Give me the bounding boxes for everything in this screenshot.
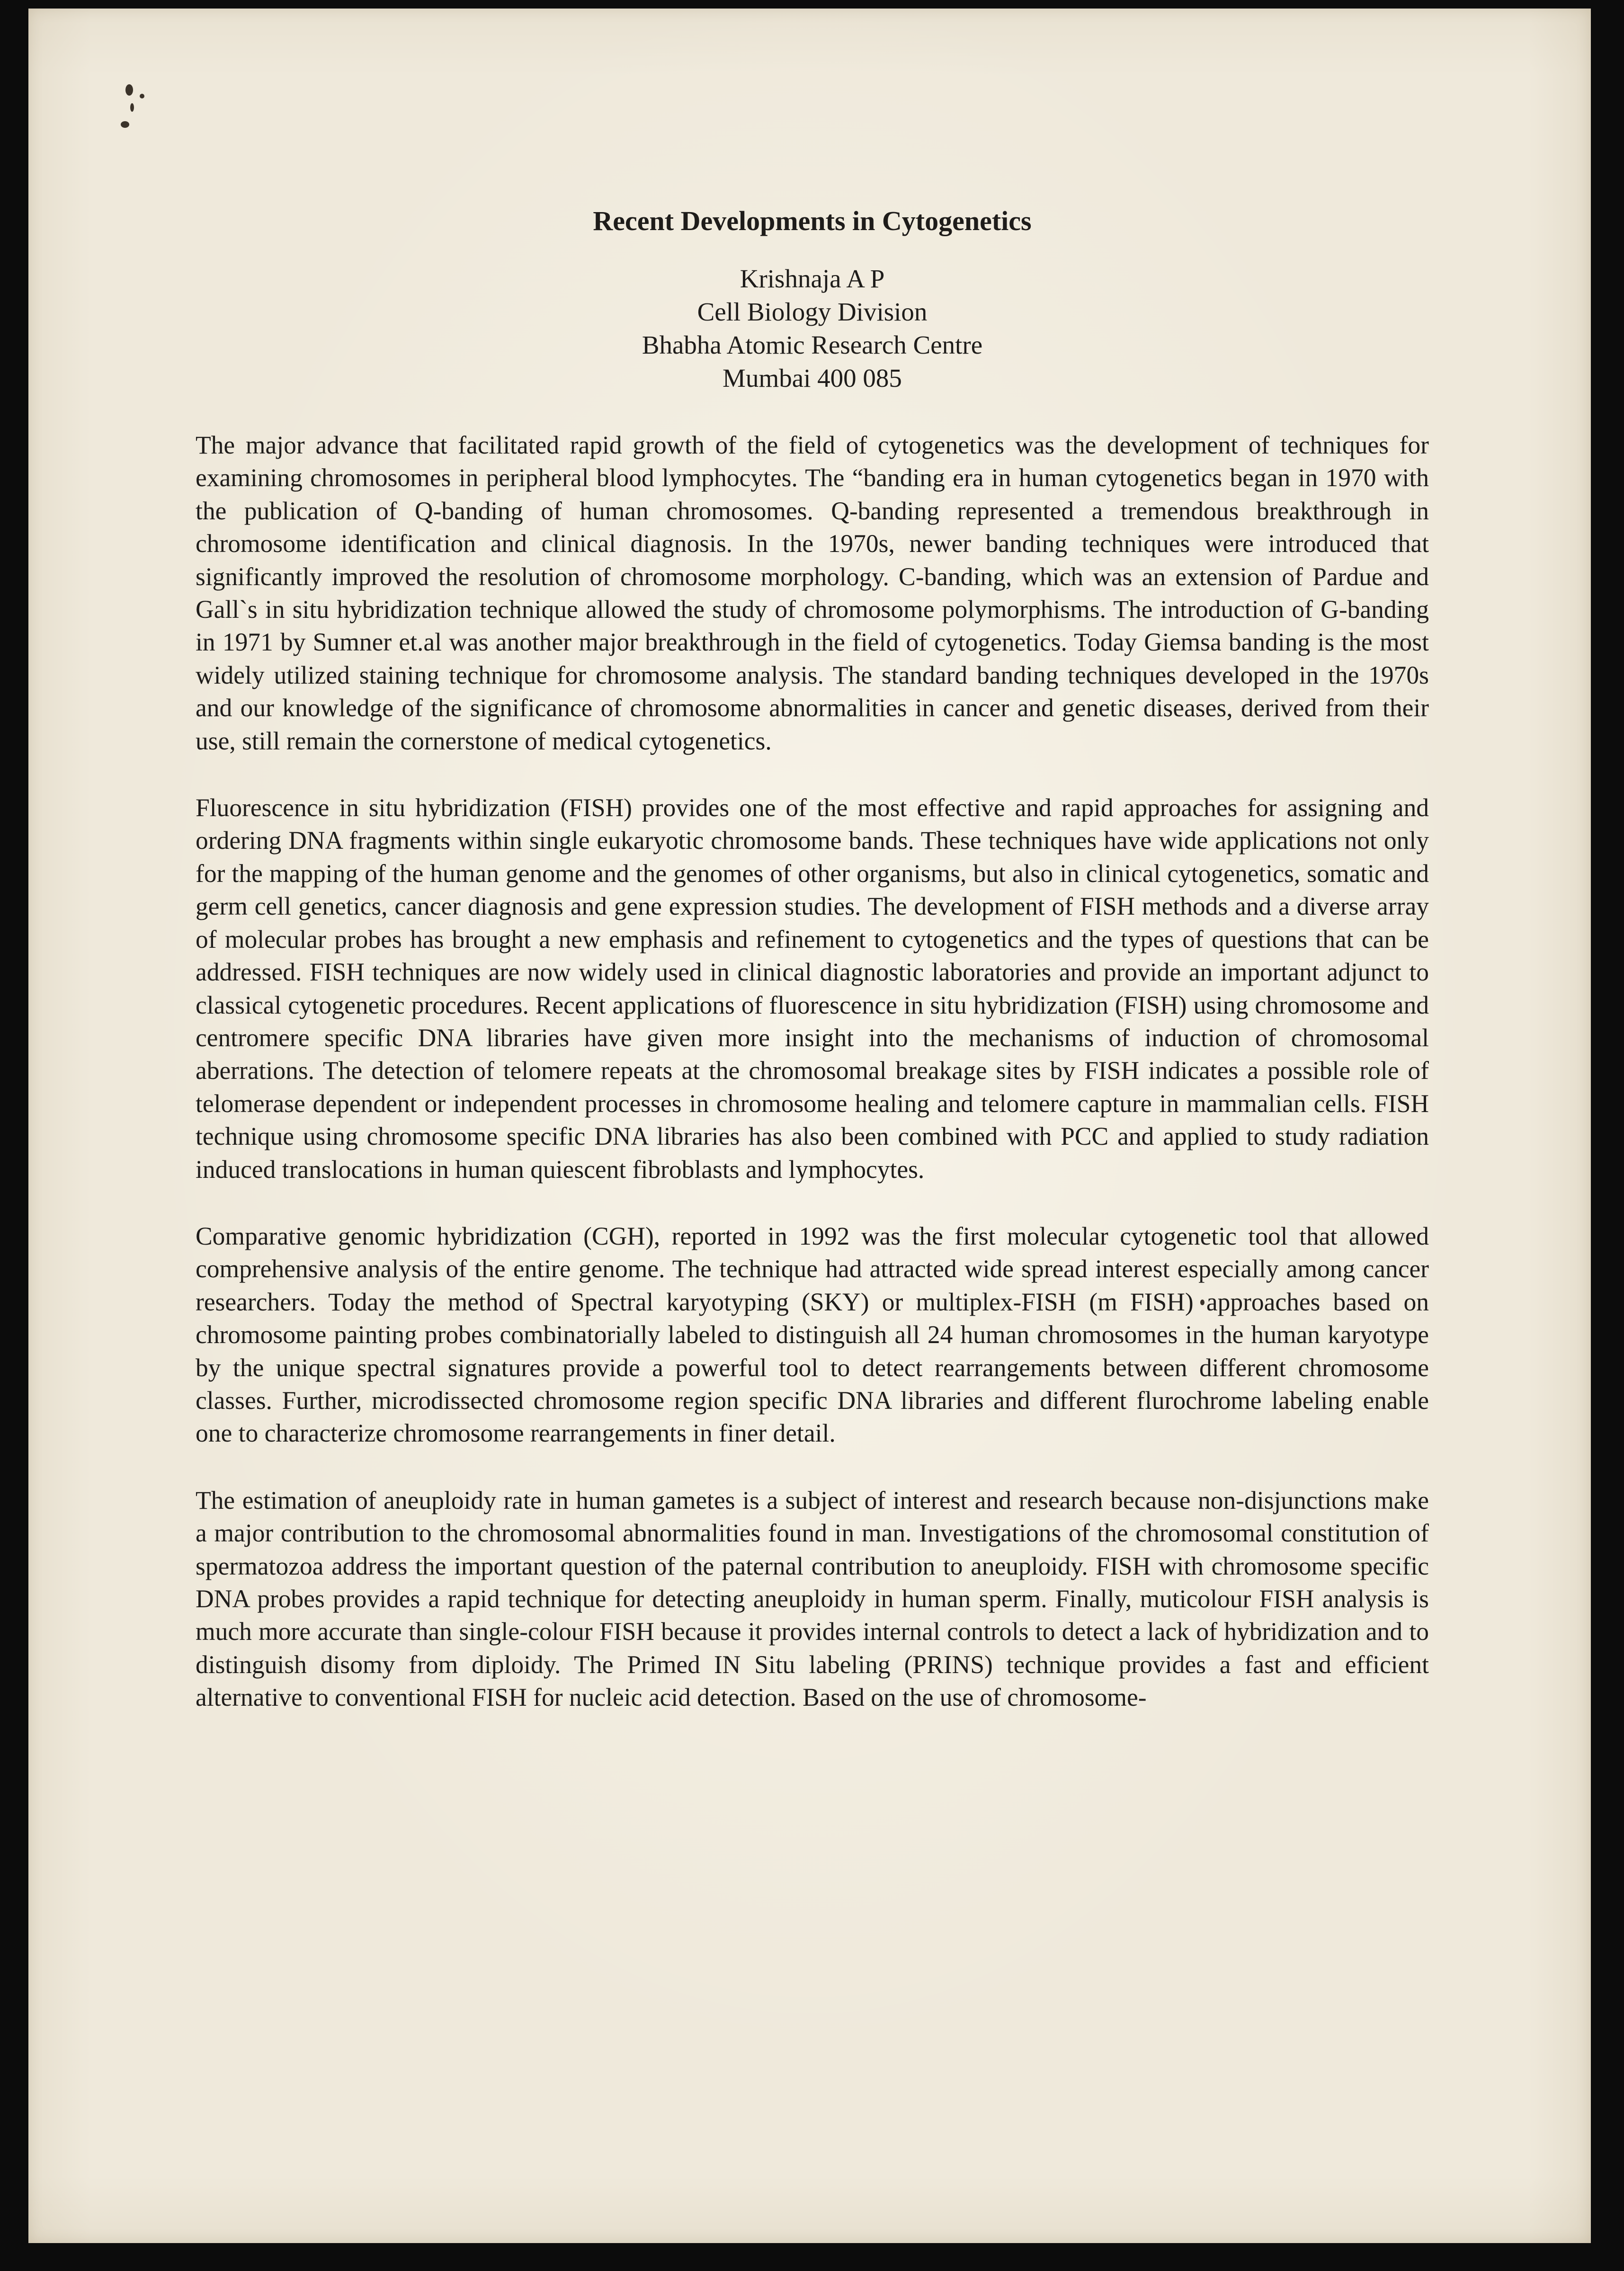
author-institution: Bhabha Atomic Research Centre (642, 330, 983, 359)
author-block (196, 262, 1429, 395)
author-city: Mumbai 400 085 (723, 364, 902, 392)
document-body (196, 204, 1429, 1714)
author-division: Cell Biology Division (697, 297, 928, 326)
ink-speck (140, 94, 144, 98)
ink-speck (121, 121, 129, 128)
ink-speck (125, 84, 133, 96)
paragraph-banding-history: The major advance that facilitated rapid growth of the field of cytogenetics was the development of techniques for examining chromosomes in peripheral blood lymphocytes. The “banding era in human cytogenetics began in 1970 with the publication of Q-banding of human chromosomes. Q-banding represented a tremendous breakthrough in chromosome identification and clinical diagnosis. In the 1970s, newer banding techniques were introduced that significantly improved the resolution of chromosome morphology. C-banding, which was an extension of Pardue and Gall`s in situ hybridization technique allowed the study of chromosome polymorphisms. The introduction of G-banding in 1971 by Sumner et.al was another major breakthrough in the field of cytogenetics. Today Giemsa banding is the most widely utilized staining technique for chromosome analysis. The standard banding techniques developed in the 1970s and our knowledge of the significance of chromosome abnormalities in cancer and genetic diseases, derived from their use, still remain the cornerstone of medical cytogenetics. (196, 431, 1429, 755)
ink-speck (130, 103, 134, 112)
paragraph-cgh: Comparative genomic hybridization (CGH), reported in 1992 was the first molecular cytogenetic tool that allowed comprehensive analysis of the entire genome. The technique had attracted wide spread interest especially among cancer researchers. Today the method of Spectral karyotyping (SKY) or multiplex-FISH (m FISH) approaches based on chromosome painting probes combinatorially labeled to distinguish all 24 human chromosomes in the human karyotype by the unique spectral signatures provide a powerful tool to detect rearrangements between different chromosome classes. Further, microdissected chromosome region specific DNA libraries and different flurochrome labeling enable one to characterize chromosome rearrangements in finer detail. (196, 1221, 1429, 1448)
paragraph-aneuploidy: The estimation of aneuploidy rate in human gametes is a subject of interest and research because non-disjunctions make a major contribution to the chromosomal abnormalities found in man. Investigations of the chromosomal constitution of spermatozoa address the important question of the paternal contribution to aneuploidy. FISH with chromosome specific DNA probes provides a rapid technique for detecting aneuploidy in human sperm. Finally, muticolour FISH analysis is much more accurate than single-colour FISH because it provides internal controls to detect a lack of hybridization and to distinguish disomy from diploidy. The Primed IN Situ labeling (PRINS) technique provides a fast and efficient alternative to conventional FISH for nucleic acid detection. Based on the use of chromosome- (196, 1486, 1429, 1712)
author-name: Krishnaja A P (740, 264, 885, 293)
document-title: Recent Developments in Cytogenetics (593, 205, 1032, 236)
paragraph-fish: Fluorescence in situ hybridization (FISH) provides one of the most effective and rapid approaches for assigning and ordering DNA fragments within single eukaryotic chromosome bands. These techniques have wide applications not only for the mapping of the human genome and the genomes of other organisms, but also in clinical cytogenetics, somatic and germ cell genetics, cancer diagnosis and gene expression studies. The development of FISH methods and a diverse array of molecular probes has brought a new emphasis and refinement to cytogenetics and the types of questions that can be addressed. FISH techniques are now widely used in clinical diagnostic laboratories and provide an important adjunct to classical cytogenetic procedures. Recent applications of fluorescence in situ hybridization (FISH) using chromosome and centromere specific DNA libraries have given more insight into the mechanisms of induction of chromosomal aberrations. The detection of telomere repeats at the chromosomal breakage sites by FISH indicates a possible role of telomerase dependent or independent processes in chromosome healing and telomere capture in mammalian cells. FISH technique using chromosome specific DNA libraries has also been combined with PCC and applied to study radiation induced translocations in human quiescent fibroblasts and lymphocytes. (196, 793, 1429, 1184)
